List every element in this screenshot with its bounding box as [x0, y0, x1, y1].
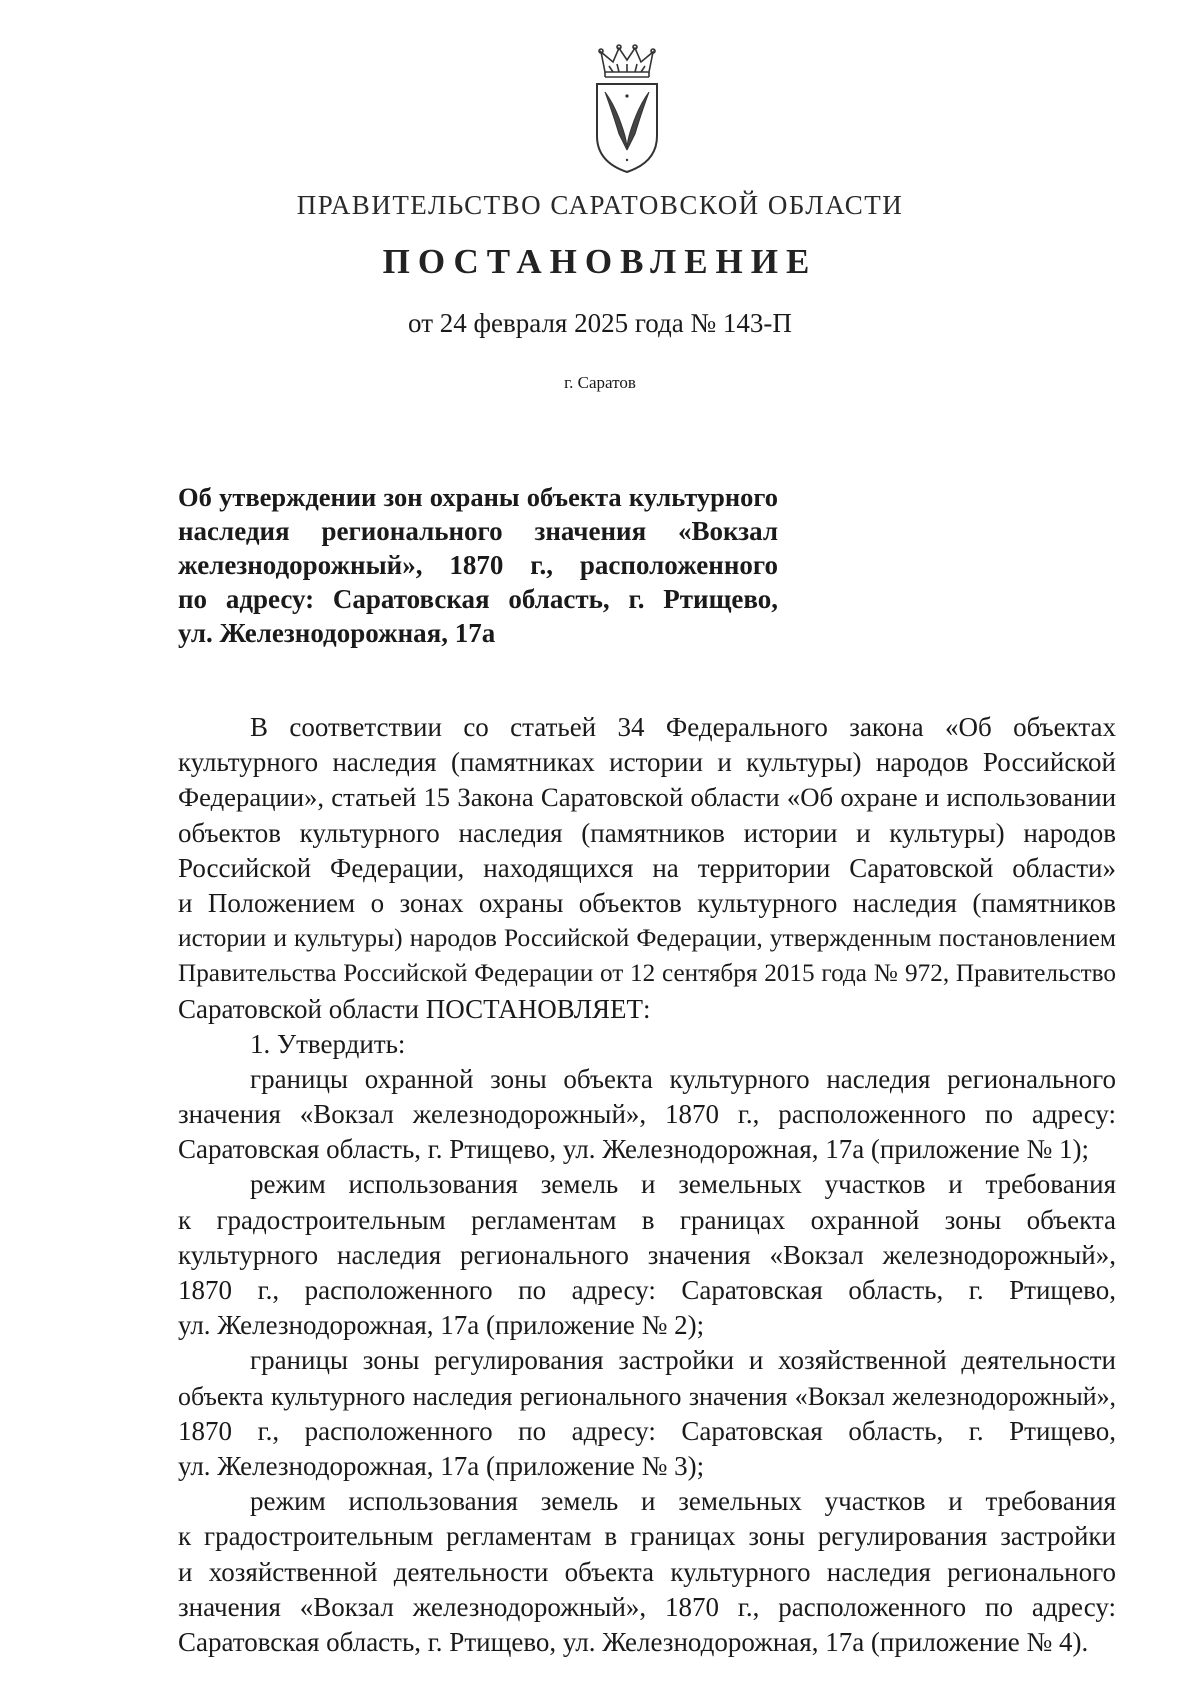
body-line: Федерации», статьей 15 Закона Саратовской области «Об охране и использовании: [178, 782, 1116, 813]
body-line: культурного наследия (памятниках истории и культуры) народов Российской: [178, 747, 1116, 778]
document-type: ПОСТАНОВЛЕНИЕ: [382, 242, 818, 281]
body-line: границы охранной зоны объекта культурного наследия регионального: [250, 1063, 1116, 1094]
document-date-number: от 24 февраля 2025 года № 143-П: [408, 308, 792, 338]
body-line: ул. Железнодорожная, 17а (приложение № 2);: [178, 1310, 705, 1341]
body-line: 1870 г., расположенного по адресу: Саратовская область, г. Ртищево,: [178, 1415, 1116, 1446]
body-line: и Положением о зонах охраны объектов культурного наследия (памятников: [178, 887, 1116, 918]
body-line: Российской Федерации, находящихся на территории Саратовской области»: [178, 852, 1116, 883]
body-line: объекта культурного наследия регионального значения «Вокзал железнодорожный»,: [178, 1381, 1116, 1411]
body-line: к градостроительным регламентам в границах зоны регулирования застройки: [178, 1521, 1116, 1552]
body-line: к градостроительным регламентам в границах охранной зоны объекта: [178, 1204, 1116, 1235]
government-name: ПРАВИТЕЛЬСТВО САРАТОВСКОЙ ОБЛАСТИ: [296, 190, 904, 220]
body-line: и хозяйственной деятельности объекта культурного наследия регионального: [178, 1556, 1116, 1587]
body-line: режим использования земель и земельных участков и требования: [250, 1169, 1116, 1200]
body-line: 1. Утвердить:: [250, 1028, 406, 1059]
body-line: 1870 г., расположенного по адресу: Саратовская область, г. Ртищево,: [178, 1275, 1116, 1305]
body-line: В соответствии со статьей 34 Федерального закона «Об объектах: [250, 712, 1116, 742]
body-line: культурного наследия регионального значения «Вокзал железнодорожный»,: [178, 1239, 1116, 1270]
document-subject: [178, 480, 778, 650]
body-line: Саратовской области ПОСТАНОВЛЯЕТ:: [178, 993, 651, 1024]
body-line: границы зоны регулирования застройки и хозяйственной деятельности: [250, 1345, 1116, 1376]
body-line: значения «Вокзал железнодорожный», 1870 г., расположенного по адресу:: [178, 1099, 1116, 1130]
body-line: объектов культурного наследия (памятников истории и культуры) народов: [178, 817, 1116, 848]
document-body: [178, 710, 1116, 1660]
body-line: значения «Вокзал железнодорожный», 1870 г., расположенного по адресу:: [178, 1591, 1116, 1622]
body-line: Правительства Российской Федерации от 12 сентября 2015 года № 972, Правительство: [178, 960, 1116, 988]
subject-line: ул. Железнодорожная, 17а: [178, 618, 496, 648]
body-line: ул. Железнодорожная, 17а (приложение № 3);: [178, 1450, 705, 1481]
document-city: г. Саратов: [564, 373, 636, 392]
subject-line: по адресу: Саратовская область, г. Ртищево,: [178, 584, 778, 614]
body-line: режим использования земель и земельных участков и требования: [250, 1486, 1116, 1517]
subject-line: наследия регионального значения «Вокзал: [178, 516, 778, 546]
subject-line: Об утверждении зон охраны объекта культурного: [178, 482, 778, 512]
body-line: истории и культуры) народов Российской Федерации, утвержденным постановлением: [178, 924, 1116, 953]
body-line: Саратовская область, г. Ртищево, ул. Железнодорожная, 17а (приложение № 1);: [178, 1134, 1090, 1165]
body-line: Саратовская область, г. Ртищево, ул. Железнодорожная, 17а (приложение № 4).: [178, 1626, 1089, 1657]
subject-line: железнодорожный», 1870 г., расположенного: [178, 550, 778, 580]
coat-of-arms-icon: [591, 44, 663, 176]
